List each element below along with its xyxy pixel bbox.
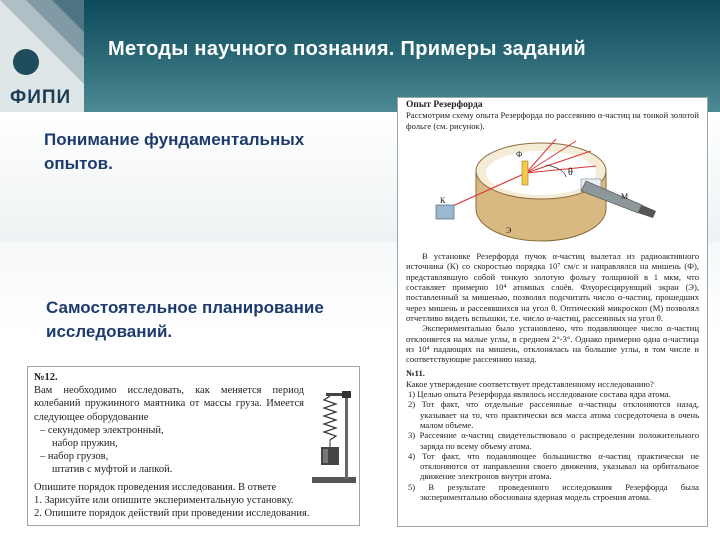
answer-option: 4) Тот факт, что подавляющее большинство α-частиц практически не отклоняются от направления своего движения, указывал на орбитальное движение электронов внутри атома. [408,450,699,482]
task-11-question: Какое утверждение соответствует представленному исследованию? [406,378,654,389]
spring-stand-illustration [308,385,358,485]
equipment-item: – набор грузов, [40,451,109,463]
task-11-number: №11. [406,368,425,379]
label-e: Э [506,225,512,235]
task-12-step: 2. Опишите порядок действий при проведении исследования. [34,508,310,520]
equipment-item-text: штатив с муфтой и лапкой. [52,464,173,476]
task-12-card [27,366,360,526]
label-f: Ф [516,149,523,159]
rutherford-paragraph-1: В установке Резерфорда пучок α-частиц вылетал из радиоактивного источника (К) со скоростью порядка 10⁷ см/с и направлялся на мишень (Ф), представлявшую собой тонкую золотую фольгу толщиной в 1 мкм, что составляет примерно 10⁴ атомных слоёв. Флуоресцирующий экран (Э), поставленный за мишенью, позволял подсчитать число α-частиц, прошедших через мишень и рассеявшихся на угол θ. Оптический микроскоп (М) позволял отчетливо видеть вспышки, т.е. число α-частиц, рассеянных на угол θ. [406,251,699,323]
rutherford-title: Опыт Резерфорда [406,100,483,110]
page-title: Методы научного познания. Примеры заданий [108,38,586,60]
fipi-logo-icon [0,0,84,86]
heading-fundamental-experiments: Понимание фундаментальных опытов. [44,130,305,173]
task-12-number: №12. [34,372,58,383]
task-12-step: 1. Зарисуйте или опишите экспериментальную установку. [34,494,294,506]
equipment-item [40,463,353,476]
task-12-instruction: Опишите порядок проведения исследования. В ответе [34,481,277,493]
label-theta: θ [568,166,573,178]
rutherford-card [397,97,708,527]
equipment-item-text: секундомер электронный, [47,424,164,436]
answer-option: 3) Рассеяние α-частиц свидетельствовало о распределении положительного заряда по всему объему атома. [408,430,699,451]
heading-independent-planning: Самостоятельное планирование исследований. [46,298,324,341]
task-12-intro: Вам необходимо исследовать, как меняется период колебаний пружинного маятника от массы груза. Имеется следующее оборудование [34,385,304,423]
answer-option: 2) Тот факт, что отдельные рассеянные α-частицы отклоняются назад, указывает на то, что практически вся масса атома сосредоточена в очень малом объеме. [408,399,699,430]
answer-option: 5) В результате проведенного исследования Резерфорда была экспериментально обоснована ядерная модель строения атома. [408,481,699,503]
equipment-item-text: набор пружин, [52,438,118,450]
rutherford-subtitle: Рассмотрим схему опыта Резерфорда по рассеянию α-частиц на тонкой золотой фольге (см. рисунок). [406,110,699,131]
equipment-item: – секундомер электронный, [40,424,164,436]
label-k: К [440,195,446,205]
answer-list [406,389,699,502]
equipment-item [40,437,353,450]
rutherford-paragraph-2: Экспериментально было установлено, что подавляющее число α-частиц отклоняется на малые углы, в среднем 2°-3°. Однако примерно одна α-частица из 10⁴ падающих на мишень, отклонялась на большие углы, в том числе и соответствующие рассеянию назад. [406,323,699,365]
rutherford-apparatus-figure [406,131,696,249]
fipi-logo [0,0,84,112]
equipment-item-text: набор грузов, [47,451,109,463]
logo-text: ФИПИ [10,87,72,108]
answer-option: 1) Целью опыта Резерфорда являлось исследование состава ядра атома. [408,389,671,400]
label-m: М [621,191,629,201]
